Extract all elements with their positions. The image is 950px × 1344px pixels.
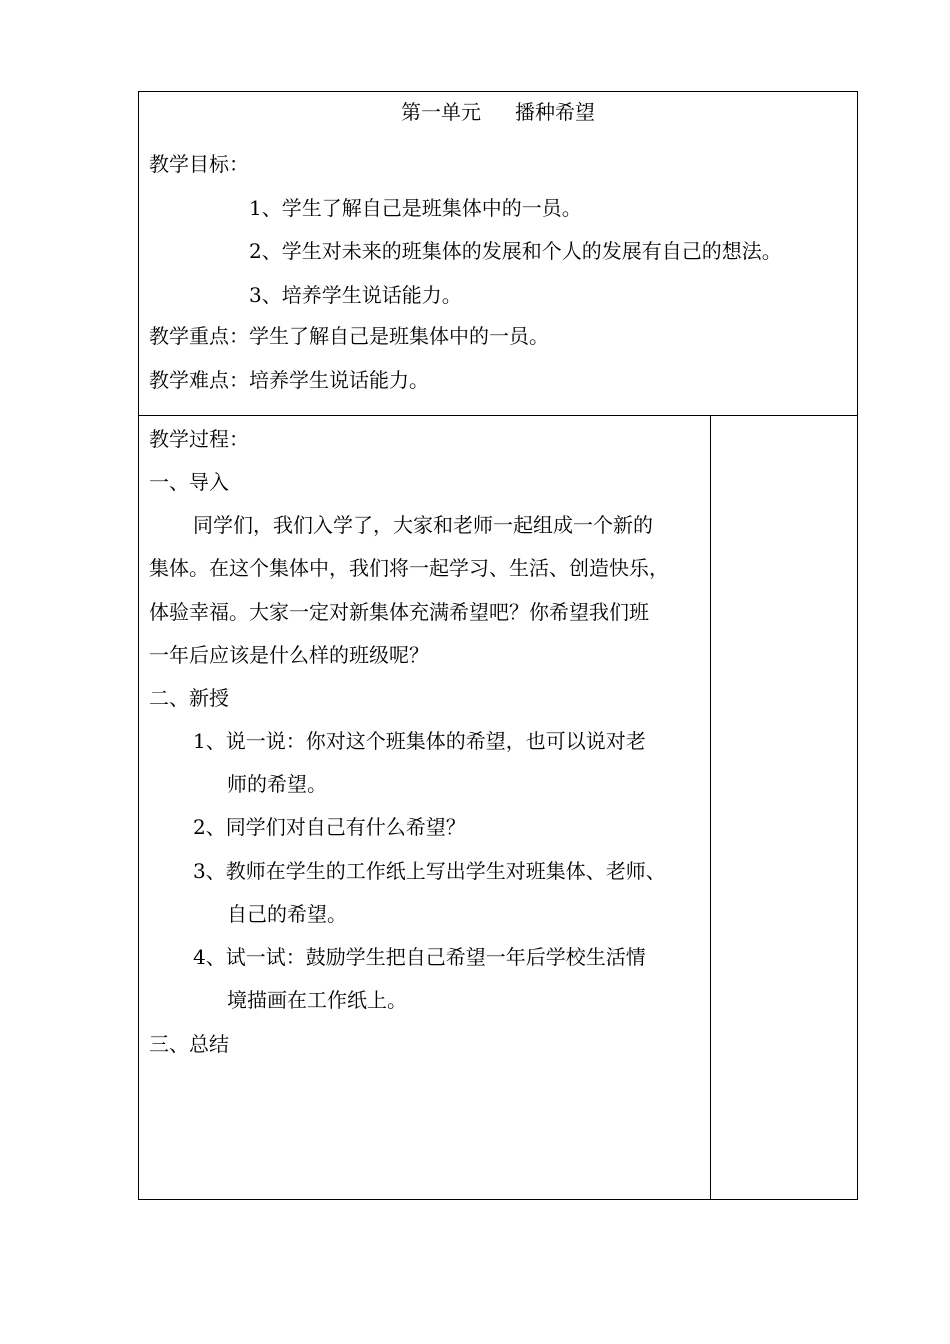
unit-label: 第一单元 (401, 100, 481, 124)
new-lesson-item-2: 2、同学们对自己有什么希望？ (193, 815, 466, 839)
intro-paragraph-line: 同学们，我们入学了，大家和老师一起组成一个新的 (193, 513, 653, 537)
new-lesson-item-4-cont: 境描画在工作纸上。 (227, 988, 407, 1012)
intro-paragraph-line: 体验幸福。大家一定对新集体充满希望吧？你希望我们班 (149, 600, 649, 624)
lesson-plan-table (138, 91, 858, 1200)
new-lesson-item-1: 1、说一说：你对这个班集体的希望，也可以说对老 (193, 729, 646, 753)
lesson-header-cell (139, 92, 857, 416)
section-heading-summary: 三、总结 (149, 1032, 229, 1056)
section-heading-new-lesson: 二、新授 (149, 686, 229, 710)
process-label: 教学过程： (149, 427, 249, 451)
objective-item-3: 3、培养学生说话能力。 (249, 283, 462, 307)
objectives-label: 教学目标： (149, 152, 249, 176)
objective-item-1: 1、学生了解自己是班集体中的一员。 (249, 196, 582, 220)
objective-item-2: 2、学生对未来的班集体的发展和个人的发展有自己的想法。 (249, 239, 782, 263)
notes-cell (711, 416, 857, 1199)
section-heading-intro: 一、导入 (149, 470, 229, 494)
key-point: 教学重点：学生了解自己是班集体中的一员。 (149, 324, 549, 348)
difficult-point: 教学难点：培养学生说话能力。 (149, 368, 429, 392)
intro-paragraph-line: 一年后应该是什么样的班级呢？ (149, 643, 429, 667)
new-lesson-item-3: 3、教师在学生的工作纸上写出学生对班集体、老师、 (193, 859, 666, 883)
lesson-title (139, 100, 857, 124)
new-lesson-item-4: 4、试一试：鼓励学生把自己希望一年后学校生活情 (193, 945, 646, 969)
teaching-process-cell (139, 416, 711, 1199)
lesson-name: 播种希望 (515, 100, 595, 124)
new-lesson-item-3-cont: 自己的希望。 (227, 902, 347, 926)
intro-paragraph-line: 集体。在这个集体中，我们将一起学习、生活、创造快乐， (149, 556, 669, 580)
new-lesson-item-1-cont: 师的希望。 (227, 772, 327, 796)
